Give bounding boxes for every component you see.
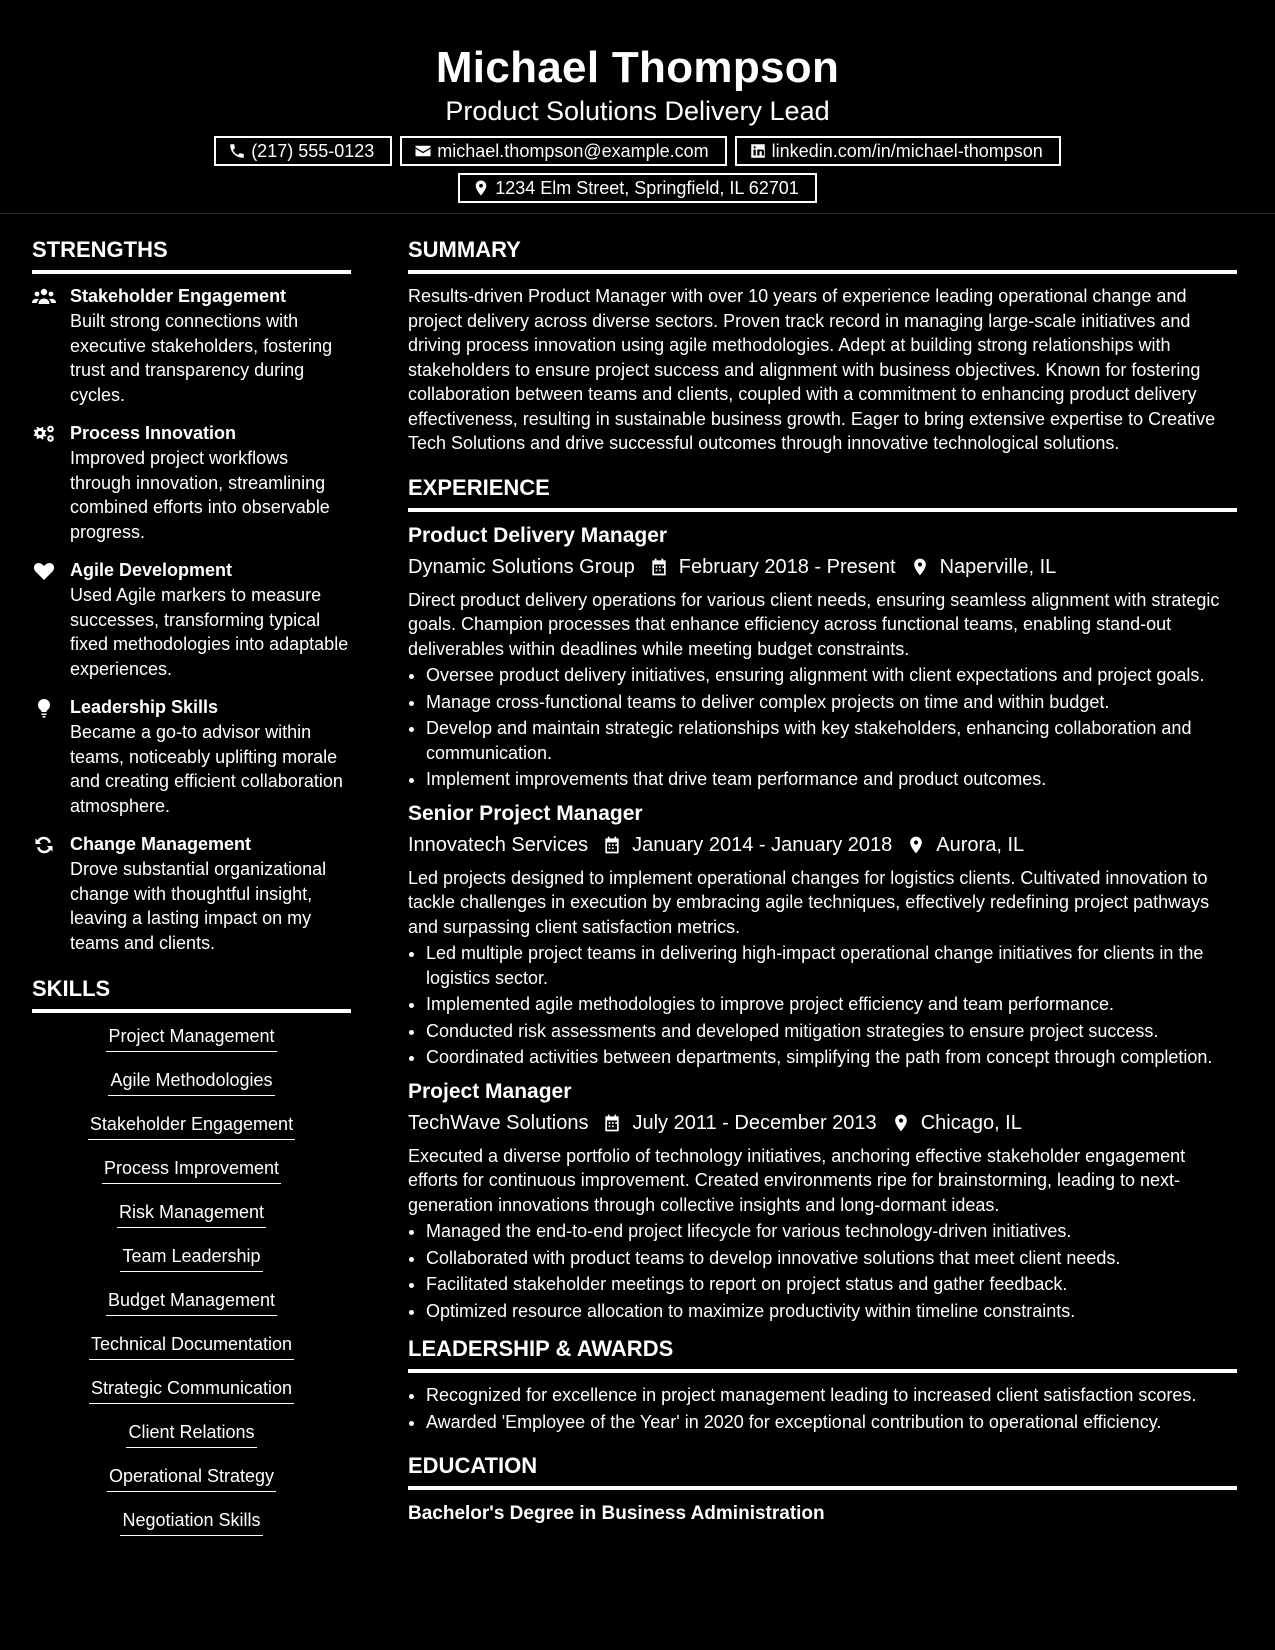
- strengths-heading: STRENGTHS: [32, 236, 351, 274]
- summary-text: Results-driven Product Manager with over 10 years of experience leading operational change and project delivery across diverse sectors. Proven track record in managing large-scale initiatives and driving process innovation using agile methodologies. Adept at building strong relationships with stakeholders to ensure project success and alignment with business objectives. Known for fostering collaboration between teams and clients, coupled with a commitment to enhancing product delivery effectiveness, resulting in sustainable business growth. Eager to bring extensive expertise to Creative Tech Solutions and drive successful outcomes through innovative technological solutions.: [408, 286, 1216, 453]
- job-bullet: • Develop and maintain strategic relationships with key stakeholders, enhancing collaboration and communication.: [426, 716, 1237, 765]
- contact-row: [0, 136, 1275, 166]
- map-marker-icon: [910, 557, 930, 577]
- job-dates: July 2011 - December 2013: [632, 1111, 877, 1134]
- address-text: 1234 Elm Street, Springfield, IL 62701: [495, 178, 799, 198]
- skills-list: [32, 1023, 351, 1551]
- users-icon: [32, 287, 56, 307]
- job-company: TechWave Solutions: [408, 1111, 589, 1134]
- phone-icon: [228, 142, 246, 160]
- job-dates: January 2014 - January 2018: [632, 833, 893, 856]
- skill-item: Project Management: [106, 1023, 276, 1052]
- linkedin-text: linkedin.com/in/michael-thompson: [771, 141, 1043, 161]
- envelope-icon: [414, 142, 432, 160]
- candidate-name: Michael Thompson: [435, 43, 840, 92]
- linkedin-chip[interactable]: [735, 136, 1061, 166]
- skill-item: Operational Strategy: [107, 1463, 276, 1492]
- job-entry: [408, 800, 1237, 1070]
- calendar-icon: [602, 835, 622, 855]
- sync-icon: [32, 835, 56, 855]
- education-heading: EDUCATION: [408, 1452, 1237, 1490]
- skill-item: Negotiation Skills: [120, 1507, 262, 1536]
- email-text: michael.thompson@example.com: [437, 141, 709, 161]
- calendar-icon: [602, 1113, 622, 1133]
- skill-item: Budget Management: [106, 1287, 277, 1316]
- strength-title: Process Innovation: [70, 423, 237, 443]
- strength-title: Stakeholder Engagement: [70, 286, 287, 306]
- map-marker-icon: [906, 835, 926, 855]
- job-bullets: [408, 941, 1237, 1070]
- strength-title: Change Management: [70, 834, 252, 854]
- job-location: Naperville, IL: [939, 555, 1057, 578]
- linkedin-icon: [749, 142, 767, 160]
- skill-item: Process Improvement: [102, 1155, 281, 1184]
- job-description: Direct product delivery operations for various client needs, ensuring seamless alignment with strategic goals. Champion processes that enhance efficiency across functional teams, enabling stand-out deliverables within deadlines while meeting budget constraints.: [408, 589, 1220, 659]
- job-dates: February 2018 - Present: [678, 555, 896, 578]
- job-bullet: • Facilitated stakeholder meetings to report on project status and gather feedback.: [426, 1272, 1237, 1297]
- address-chip[interactable]: [458, 173, 817, 203]
- strength-title: Leadership Skills: [70, 697, 219, 717]
- job-entry: [408, 1078, 1237, 1324]
- job-bullet: • Implemented agile methodologies to improve project efficiency and team performance.: [426, 992, 1237, 1017]
- job-bullet: • Led multiple project teams in delivering high-impact operational change initiatives for clients in the logistics sector.: [426, 941, 1237, 990]
- strength-title: Agile Development: [70, 560, 233, 580]
- job-title: Senior Project Manager: [408, 801, 643, 825]
- education-degree: Bachelor's Degree in Business Administration: [408, 1503, 825, 1524]
- skill-item: Team Leadership: [120, 1243, 262, 1272]
- candidate-role: Product Solutions Delivery Lead: [445, 96, 830, 126]
- strength-text: Drove substantial organizational change with thoughtful insight, leaving a lasting impact on my teams and clients.: [70, 859, 327, 953]
- job-description: Executed a diverse portfolio of technology initiatives, anchoring effective stakeholder engagement efforts for continuous improvement. Created environments ripe for brainstorming, leading to next-generation innovations through collective insights and long-dormant ideas.: [408, 1145, 1186, 1215]
- skill-item: Client Relations: [126, 1419, 256, 1448]
- job-description: Led projects designed to implement operational changes for logistics clients. Cultivated innovation to tackle challenges in execution by embracing agile techniques, effectively redefining project pathways and surpassing client satisfaction metrics.: [408, 867, 1210, 937]
- awards-heading: LEADERSHIP & AWARDS: [408, 1335, 1237, 1373]
- skill-item: Stakeholder Engagement: [88, 1111, 295, 1140]
- left-column: [32, 214, 351, 1551]
- map-marker-icon: [472, 179, 490, 197]
- job-bullet: • Oversee product delivery initiatives, ensuring alignment with client expectations and project goals.: [426, 663, 1237, 688]
- award-item: • Awarded 'Employee of the Year' in 2020 for exceptional contribution to operational efficiency.: [426, 1410, 1237, 1435]
- contact-row-address: [0, 173, 1275, 203]
- job-bullet: • Manage cross-functional teams to deliver complex projects on time and within budget.: [426, 690, 1237, 715]
- job-location: Aurora, IL: [936, 833, 1025, 856]
- strength-text: Used Agile markers to measure successes, transforming typical fixed methodologies into adaptable experiences.: [70, 585, 349, 679]
- strength-text: Became a go-to advisor within teams, noticeably uplifting morale and creating efficient collaboration atmosphere.: [70, 722, 343, 816]
- strength-item: [32, 284, 351, 407]
- map-marker-icon: [891, 1113, 911, 1133]
- experience-heading: EXPERIENCE: [408, 474, 1237, 512]
- strength-item: [32, 558, 351, 681]
- job-entry: [408, 522, 1237, 792]
- strength-item: [32, 832, 351, 955]
- email-chip[interactable]: [400, 136, 726, 166]
- skills-heading: SKILLS: [32, 975, 351, 1013]
- strength-text: Built strong connections with executive stakeholders, fostering trust and transparency during cycles.: [70, 311, 333, 405]
- lightbulb-icon: [32, 698, 56, 718]
- award-item: • Recognized for excellence in project management leading to increased client satisfaction scores.: [426, 1383, 1237, 1408]
- job-bullet: • Collaborated with product teams to develop innovative solutions that meet client needs.: [426, 1246, 1237, 1271]
- job-bullet: • Optimized resource allocation to maximize productivity within timeline constraints.: [426, 1299, 1237, 1324]
- job-company: Innovatech Services: [408, 833, 589, 856]
- phone-chip[interactable]: [214, 136, 392, 166]
- job-bullet: • Managed the end-to-end project lifecycle for various technology-driven initiatives.: [426, 1219, 1237, 1244]
- right-column: [408, 214, 1237, 1551]
- job-bullet: • Conducted risk assessments and developed mitigation strategies to ensure project success.: [426, 1019, 1237, 1044]
- job-bullet: • Coordinated activities between departments, simplifying the path from concept through completion.: [426, 1045, 1237, 1070]
- gears-icon: [32, 424, 56, 444]
- job-title: Project Manager: [408, 1079, 572, 1103]
- strength-item: [32, 421, 351, 544]
- skill-item: Strategic Communication: [89, 1375, 294, 1404]
- job-title: Product Delivery Manager: [408, 523, 668, 547]
- job-bullet: • Implement improvements that drive team performance and product outcomes.: [426, 767, 1237, 792]
- strength-text: Improved project workflows through innovation, streamlining combined efforts into observable progress.: [70, 448, 330, 542]
- summary-heading: SUMMARY: [408, 236, 1237, 274]
- job-company: Dynamic Solutions Group: [408, 555, 635, 578]
- skill-item: Risk Management: [117, 1199, 266, 1228]
- strength-item: [32, 695, 351, 818]
- job-bullets: [408, 1219, 1237, 1323]
- resume-header: [0, 0, 1275, 214]
- job-location: Chicago, IL: [920, 1111, 1022, 1134]
- job-meta: [408, 1108, 1237, 1138]
- calendar-icon: [649, 557, 669, 577]
- skill-item: Technical Documentation: [89, 1331, 294, 1360]
- awards-list: [408, 1383, 1237, 1434]
- job-bullets: [408, 663, 1237, 792]
- job-meta: [408, 552, 1237, 582]
- skill-item: Agile Methodologies: [108, 1067, 274, 1096]
- heart-icon: [32, 561, 56, 581]
- job-meta: [408, 830, 1237, 860]
- resume-body: [0, 214, 1275, 1551]
- phone-text: (217) 555-0123: [251, 141, 375, 161]
